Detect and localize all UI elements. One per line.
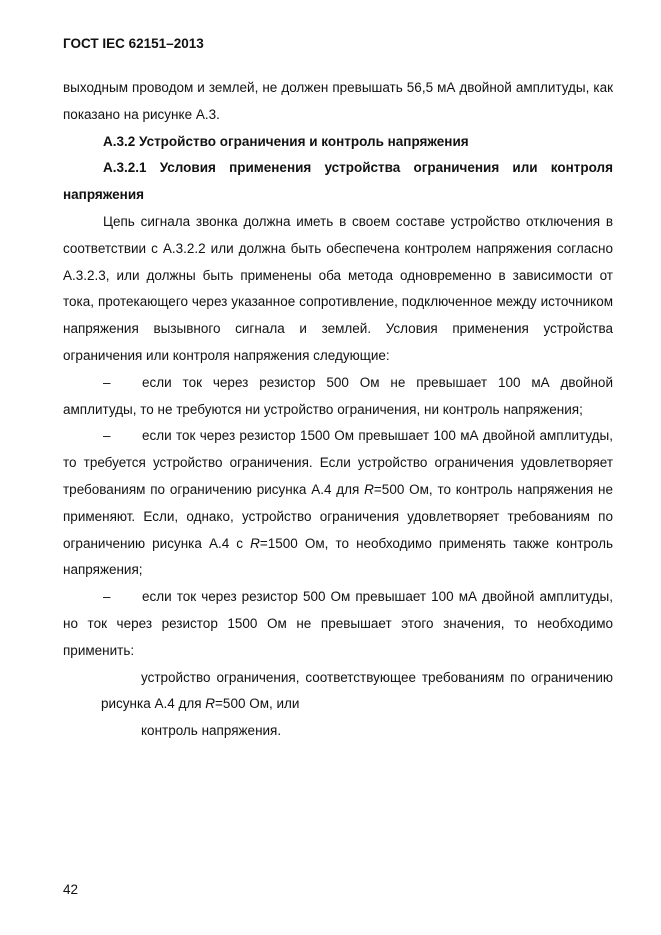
sub-item-text: =500 Ом, или bbox=[215, 696, 300, 712]
document-page bbox=[63, 34, 613, 914]
list-item-text: если ток через резистор 1500 Ом превышает 100 мА двойной амплитуды, то требуется устройство ограничения. Если устройство ограничения удовлетворяет требованиям по ограничению рисунка А.4 для bbox=[63, 428, 613, 497]
page-number: 42 bbox=[63, 882, 79, 897]
list-item-2 bbox=[63, 423, 613, 584]
dash-marker: – bbox=[103, 428, 111, 444]
resistance-symbol: R bbox=[250, 535, 260, 551]
sub-item-2: контроль напряжения. bbox=[141, 723, 282, 739]
section-heading-a-3-2: А.3.2 Устройство ограничения и контроль напряжения bbox=[103, 133, 469, 149]
list-item-text: =1500 Ом, то необходимо применять также контроль напряжения; bbox=[63, 535, 614, 578]
list-item-1 bbox=[63, 370, 613, 424]
section-heading-a-3-2-1: А.3.2.1 Условия применения устройства ограничения или контроля напряжения bbox=[63, 160, 613, 203]
dash-marker: – bbox=[103, 374, 111, 390]
list-item-text: =500 Ом, то контроль напряжения не применяют. Если, однако, устройство ограничения удовлетворяет требованиям по ограничению рисунка А.4 с bbox=[63, 481, 613, 551]
list-item-3 bbox=[63, 584, 613, 664]
dash-marker: – bbox=[103, 589, 111, 605]
standard-header: ГОСТ IEC 62151–2013 bbox=[63, 36, 204, 51]
resistance-symbol: R bbox=[364, 481, 374, 497]
sub-item-1 bbox=[63, 665, 613, 719]
list-item-text: если ток через резистор 500 Ом превышает 100 мА двойной амплитуды, но ток через резистор 1500 Ом не превышает этого значения, то необходимо применить: bbox=[63, 589, 613, 658]
resistance-symbol: R bbox=[205, 696, 216, 712]
list-item-text: если ток через резистор 500 Ом не превышает 100 мА двойной амплитуды, то не требуются ни устройство ограничения, ни контроль напряжения; bbox=[63, 374, 613, 417]
paragraph-ringing-circuit: Цепь сигнала звонка должна иметь в своем составе устройство отключения в соответствии с А.3.2.2 или должна быть обеспечена контролем напряжения согласно А.3.2.3, или должны быть применены оба метода одновременно в зависимости от тока, протекающего через указанное сопротивление, подключенное между источником напряжения вызывного сигнала и землей. Условия применения устройства ограничения или контроля напряжения следующие: bbox=[63, 213, 613, 363]
sub-item-text: устройство ограничения, соответствующее требованиям по ограничению рисунка А.4 для bbox=[101, 669, 613, 712]
paragraph-continuation: выходным проводом и землей, не должен превышать 56,5 мА двойной амплитуды, как показано на рисунке А.3. bbox=[63, 80, 613, 122]
